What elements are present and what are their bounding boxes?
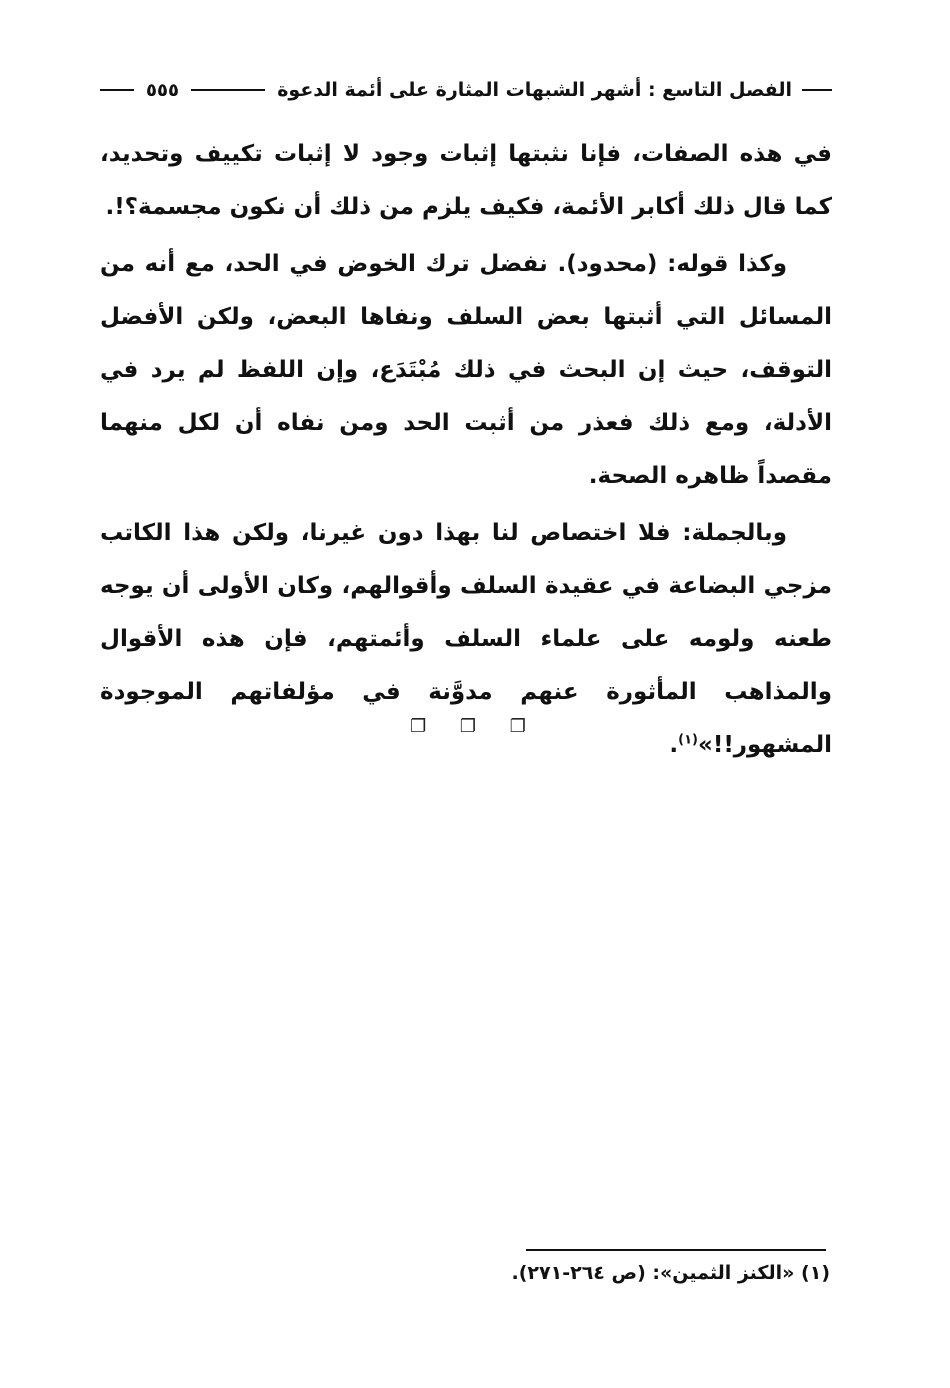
header-rule-left [100, 89, 134, 91]
paragraph-2: وكذا قوله: (محدود). نفضل ترك الخوض في الحد، مع أنه من المسائل التي أثبتها بعض السلف ونفاها البعض، ولكن الأفضل التوقف، حيث إن البحث في ذلك مُبْتَدَع، وإن اللفظ لم يرد في الأدلة، ومع ذلك فعذر من أثبت الحد ومن نفاه أن لكل منهما مقصداً ظاهره الصحة. [100, 251, 832, 489]
section-end-ornament: ❐ ❐ ❐ [410, 716, 540, 737]
page-number: ٥٥٥ [146, 79, 179, 101]
paragraph-3-end: . [669, 732, 679, 758]
header-rule-right [802, 89, 832, 91]
running-header [100, 70, 832, 110]
paragraph-3-text: وبالجملة: فلا اختصاص لنا بهذا دون غيرنا، ولكن هذا الكاتب مزجي البضاعة في عقيدة السلف وأقوالهم، وكان الأولى أن يوجه طعنه ولومه على علماء السلف وأئمتهم، فإن هذه الأقوال والمذاهب المأثورة عنهم مدوَّنة في مؤلفاتهم الموجودة المشهور!!» [100, 520, 832, 758]
footnote-reference[interactable]: (١) [678, 732, 698, 748]
footnote: (١) «الكنز الثمين»: (ص ٢٦٤-٢٧١). [511, 1262, 830, 1284]
paragraph-1: في هذه الصفات، فإنا نثبتها إثبات وجود لا إثبات تكييف وتحديد، كما قال ذلك أكابر الأئمة، فكيف يلزم من ذلك أن نكون مجسمة؟!. [100, 141, 832, 220]
main-text [100, 128, 832, 772]
running-title: الفصل التاسع : أشهر الشبهات المثارة على أئمة الدعوة [277, 79, 792, 101]
header-rule-middle [191, 89, 265, 91]
footnote-separator [526, 1249, 826, 1251]
